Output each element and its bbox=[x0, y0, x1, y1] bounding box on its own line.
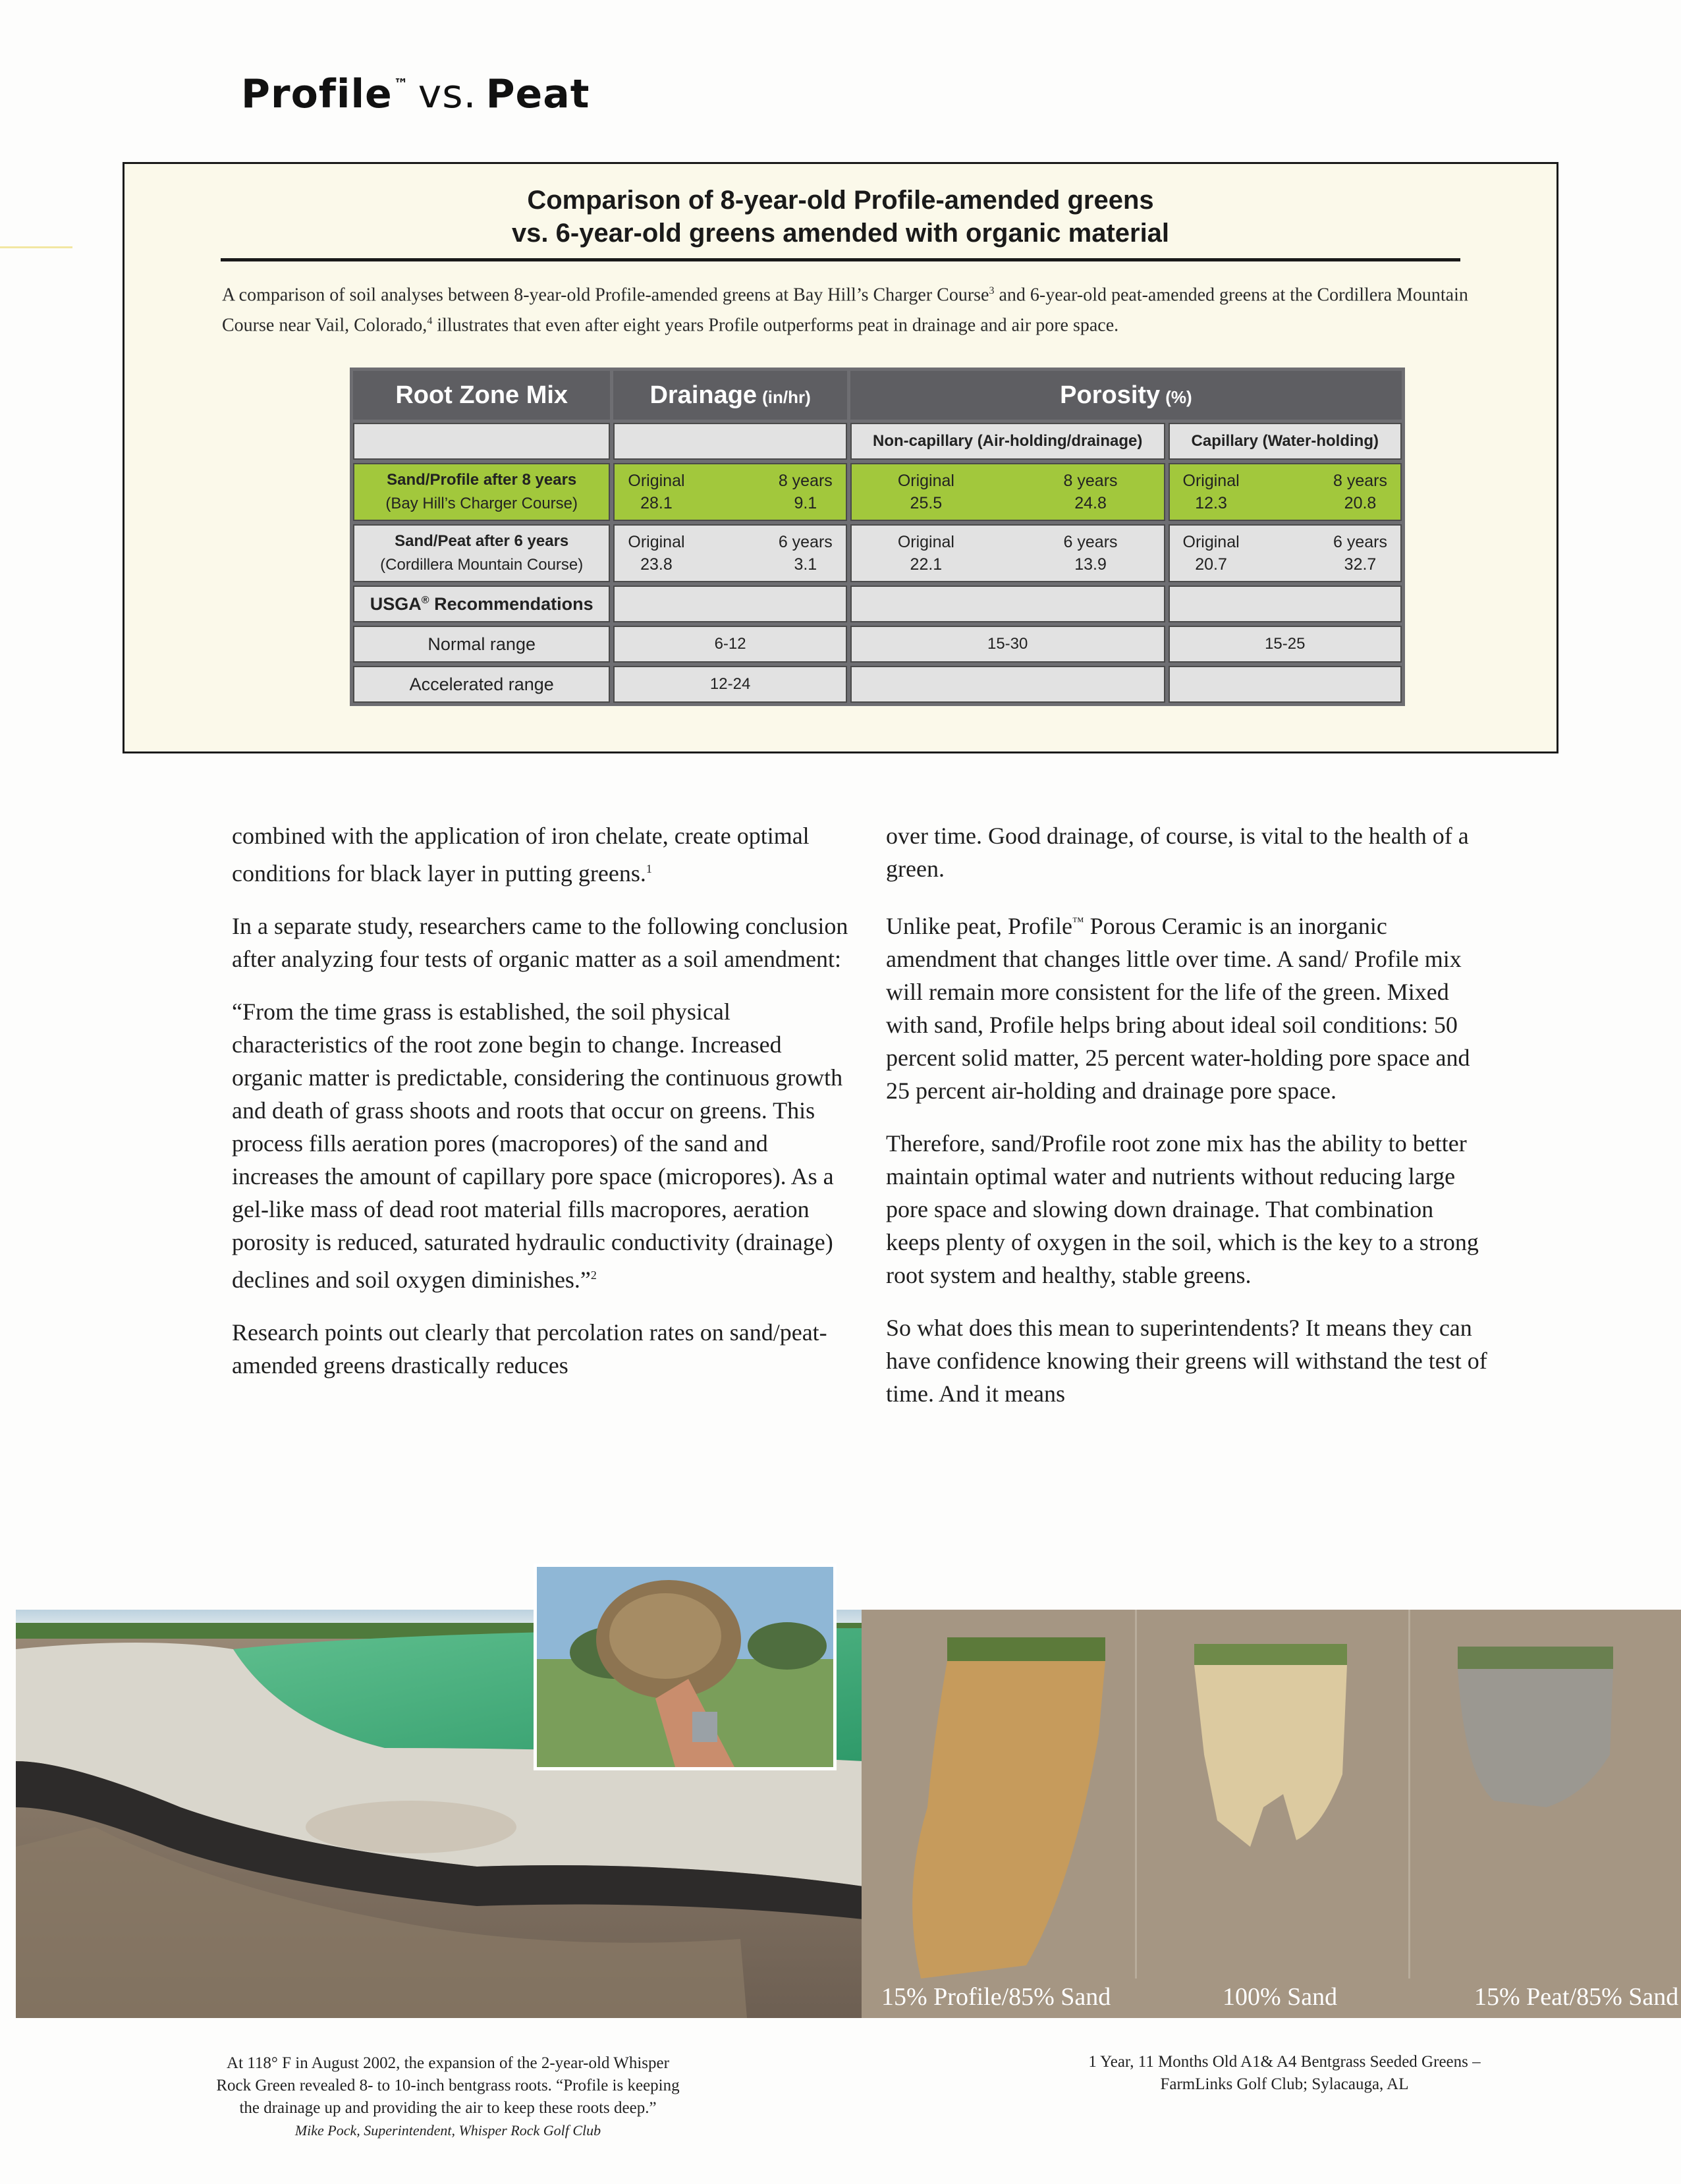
paragraph: So what does this mean to superintendents? It means they can have confidence knowing their greens will withstand the test of time. And it means bbox=[886, 1315, 1487, 1407]
profile-noncapillary-cell: Original 25.5 8 years 24.8 bbox=[850, 463, 1165, 521]
blank-cell bbox=[1169, 586, 1402, 622]
table-row-peat bbox=[353, 524, 1402, 582]
body-column-left bbox=[232, 819, 851, 1402]
root-sample-inset-art bbox=[537, 1567, 833, 1767]
row-label-normal: Normal range bbox=[353, 626, 610, 663]
profile-drainage-cell: Original 28.1 8 years 9.1 bbox=[613, 463, 846, 521]
subheader-capillary: Capillary (Water-holding) bbox=[1169, 423, 1402, 460]
root-sample-inset-photo bbox=[534, 1564, 837, 1770]
paragraph: Research points out clearly that percolation rates on sand/peat-amended greens drastically reduces bbox=[232, 1319, 827, 1379]
header-porosity: Porosity (%) bbox=[850, 371, 1402, 420]
table-subheader-row bbox=[353, 423, 1402, 460]
blank-cell bbox=[613, 586, 846, 622]
paragraph: over time. Good drainage, of course, is vital to the health of a green. bbox=[886, 823, 1469, 882]
row-label-peat: Sand/Peat after 6 years (Cordillera Mountain Course) bbox=[353, 524, 610, 582]
plug-label-profile: 15% Profile/85% Sand bbox=[881, 1983, 1111, 2011]
peat-noncapillary-cell: Original 22.1 6 years 13.9 bbox=[850, 524, 1165, 582]
margin-mark bbox=[0, 246, 72, 248]
caption-left: At 118° F in August 2002, the expansion of the 2-year-old Whisper Rock Green revealed 8- to 10-inch bentgrass roots. “Profile is keeping the drainage up and providing the air to keep these roots deep.” Mike Pock, Superintendent, Whisper Rock Golf Club bbox=[152, 2052, 744, 2142]
normal-drainage: 6-12 bbox=[613, 626, 846, 663]
turf-plugs-photo bbox=[862, 1610, 1681, 2018]
paragraph: In a separate study, researchers came to the following conclusion after analyzing four tests of organic matter as a soil amendment: bbox=[232, 913, 848, 972]
blank-cell bbox=[850, 666, 1165, 703]
row-label-accelerated: Accelerated range bbox=[353, 666, 610, 703]
header-root-zone-mix: Root Zone Mix bbox=[353, 371, 610, 420]
blank-cell bbox=[850, 586, 1165, 622]
caption-right: 1 Year, 11 Months Old A1& A4 Bentgrass Seeded Greens – FarmLinks Golf Club; Sylacauga, AL bbox=[1088, 2053, 1481, 2093]
blank-cell bbox=[613, 423, 846, 460]
paragraph: combined with the application of iron chelate, create optimal conditions for black layer in putting greens.$^1$ bbox=[232, 823, 810, 887]
comparison-intro: A comparison of soil analyses between 8-year-old Profile-amended greens at Bay Hill’s Charger Course$^3$ and 6-year-old peat-amended greens at the Cordillera Mountain Course near Vail, Colorado,$^4$ illustrates that even after eight years Profile outperforms peat in drainage and air pore space. bbox=[222, 285, 1468, 336]
page-title: Profile™ vs. Peat bbox=[241, 71, 590, 117]
table-row-normal bbox=[353, 626, 1402, 663]
normal-noncapillary: 15-30 bbox=[850, 626, 1165, 663]
body-column-right bbox=[886, 819, 1492, 1430]
blank-cell bbox=[353, 423, 610, 460]
peat-drainage-cell: Original 23.8 6 years 3.1 bbox=[613, 524, 846, 582]
paragraph: Unlike peat, Profile™ Porous Ceramic is an inorganic amendment that changes little over time. A sand/ Profile mix will remain more consistent for the life of the green. Mixed with sand, Profile helps bring about ideal soil conditions: 50 percent solid matter, 25 percent water-holding pore space and 25 percent air-holding and drainage pore space. bbox=[886, 913, 1470, 1104]
title-rule bbox=[221, 258, 1460, 261]
photo-credit: Mike Pock, Superintendent, Whisper Rock Golf Club bbox=[294, 2122, 601, 2139]
paragraph: Therefore, sand/Profile root zone mix has the ability to better maintain optimal water and nutrients without reducing large pore space and slowing down drainage. That combination keeps plenty of oxygen in the soil, which is the key to a strong root system and healthy, stable greens. bbox=[886, 1130, 1479, 1288]
profile-capillary-cell: Original 12.3 8 years 20.8 bbox=[1169, 463, 1402, 521]
table-row-accelerated bbox=[353, 666, 1402, 703]
header-drainage: Drainage (in/hr) bbox=[613, 371, 846, 420]
peat-capillary-cell: Original 20.7 6 years 32.7 bbox=[1169, 524, 1402, 582]
accelerated-drainage: 12-24 bbox=[613, 666, 846, 703]
normal-capillary: 15-25 bbox=[1169, 626, 1402, 663]
comparison-table bbox=[350, 368, 1405, 706]
comparison-box bbox=[123, 162, 1558, 753]
row-label-usga: USGA® Recommendations bbox=[353, 586, 610, 622]
table-row-usga bbox=[353, 586, 1402, 622]
row-label-profile: Sand/Profile after 8 years (Bay Hill’s Charger Course) bbox=[353, 463, 610, 521]
table-row-profile bbox=[353, 463, 1402, 521]
photo-band bbox=[16, 1610, 1681, 2018]
comparison-title: Comparison of 8-year-old Profile-amended greens vs. 6-year-old greens amended with organic material bbox=[511, 186, 1170, 248]
plug-label-peat: 15% Peat/85% Sand bbox=[1474, 1983, 1679, 2011]
turf-plugs-art bbox=[862, 1610, 1681, 2018]
plug-label-sand: 100% Sand bbox=[1223, 1983, 1338, 2011]
table-header-row bbox=[353, 371, 1402, 420]
subheader-noncapillary: Non-capillary (Air-holding/drainage) bbox=[850, 423, 1165, 460]
blank-cell bbox=[1169, 666, 1402, 703]
plug-labels bbox=[862, 1976, 1681, 2018]
quote-paragraph: “From the time grass is established, the soil physical characteristics of the root zone begin to change. Increased organic matter is predictable, considering the continuous growth and death of grass shoots and roots that occur on greens. This process fills aeration pores (macropores) of the sand and increases the amount of capillary pore space (micropores). As a gel-like mass of dead root material fills macropores, aeration porosity is reduced, saturated hydraulic conductivity (drainage) declines and soil oxygen diminishes.”$^2$ bbox=[232, 998, 843, 1293]
